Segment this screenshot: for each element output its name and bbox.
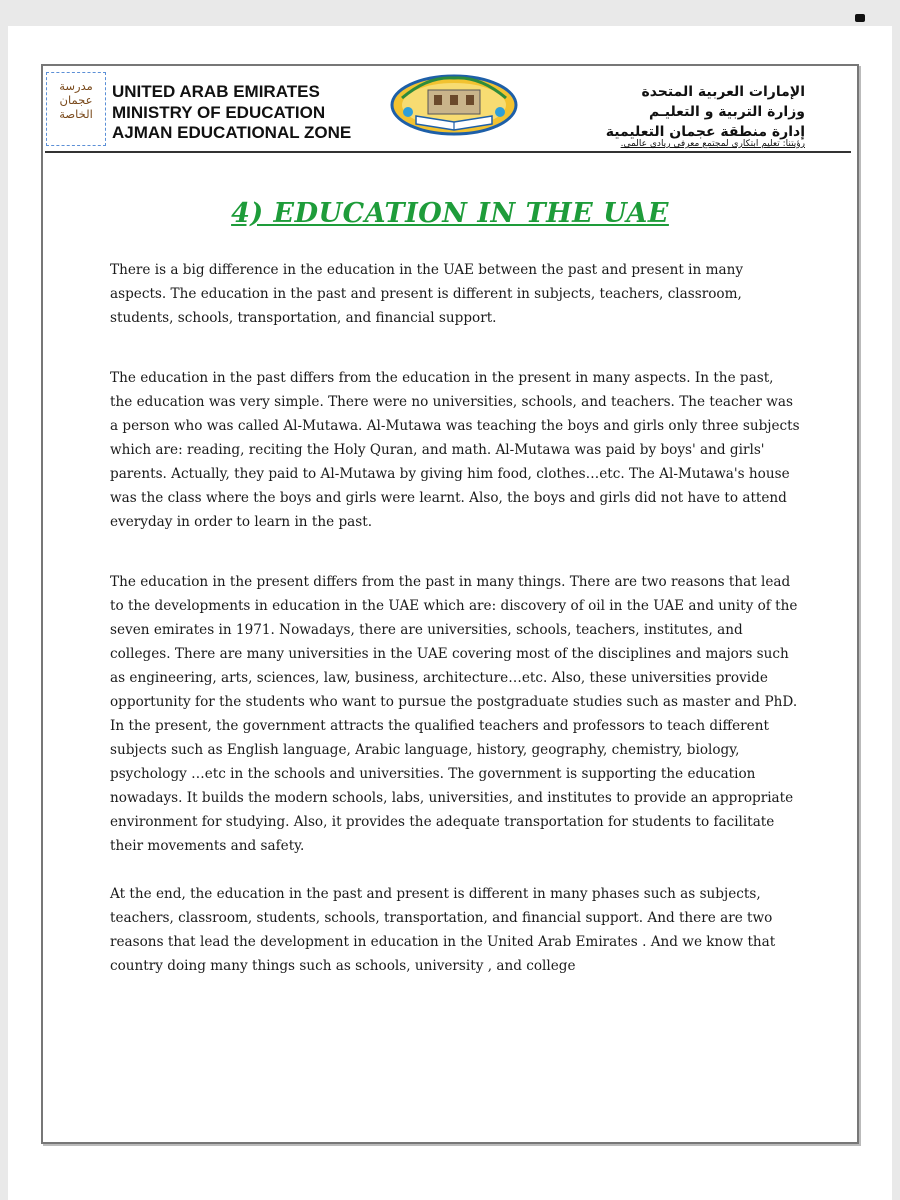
paragraph: The education in the past differs from the education in the present in many aspects. In the past, the education was very simple. There were no universities, schools, and teachers. The teacher was a person who was called Al-Mutawa. Al-Mutawa was teaching the boys and girls only three subjects which are: reading, reciting the Holy Quran, and math. Al-Mutawa was paid by boys' and girls' parents. Actually, they paid to Al-Mutawa by giving him food, clothes…etc. The Al-Mutawa's house was the class where the boys and girls were learnt. Also, the boys and girls did not have to attend everyday in order to learn in the past. — [110, 370, 800, 530]
ministry-emblem-icon — [388, 74, 520, 136]
header-divider — [45, 151, 851, 153]
arabic-header — [606, 82, 805, 142]
paragraph: The education in the present differs from the past in many things. There are two reasons that lead to the developments in education in the UAE which are: discovery of oil in the UAE and unity of the seven emirates in 1971. Nowadays, there are universities, schools, teachers, institutes, and colleges. There are many universities in the UAE covering most of the disciplines and majors such as engineering, arts, sciences, law, business, architecture…etc. Also, these universities provide opportunity for the students who want to pursue the postgraduate studies such as master and PhD. In the present, the government attracts the qualified teachers and professors to teach different subjects such as English language, Arabic language, history, geography, chemistry, biology, psychology …etc in the schools and universities. The government is supporting the education nowadays. It builds the modern schools, labs, universities, and institutes to provide an appropriate environment for studying. Also, it provides the adequate transportation for students to facilitate their movements and safety. — [110, 574, 798, 854]
country-name: UNITED ARAB EMIRATES — [112, 82, 320, 101]
school-name-line: عجمان — [59, 93, 93, 107]
corner-mark — [855, 14, 865, 22]
vision-statement: رؤيتنا: تعليم ابتكاري لمجتمع معرفي ريادي عالمي. — [620, 139, 805, 149]
zone-name: AJMAN EDUCATIONAL ZONE — [112, 123, 352, 142]
paragraph: There is a big difference in the education in the UAE between the past and present in many aspects. The education in the past and present is different in subjects, teachers, classroom, students, schools, transportation, and financial support. — [110, 262, 744, 326]
country-name-arabic: الإمارات العربية المتحدة — [641, 84, 805, 100]
ministry-name: MINISTRY OF EDUCATION — [112, 102, 326, 122]
school-name-line: الخاصة — [59, 107, 93, 121]
school-name-line: مدرسة — [59, 79, 93, 93]
zone-name-arabic: إدارة منطقة عجمان التعليمية — [605, 124, 805, 140]
document-title: 4) EDUCATION IN THE UAE — [231, 198, 669, 229]
school-name-box — [46, 72, 106, 146]
english-header — [112, 82, 351, 144]
ministry-name-arabic: وزارة التربية و التعليـم — [648, 104, 805, 120]
document-body — [110, 258, 800, 1002]
paragraph: At the end, the education in the past and present is different in many phases such as subjects, teachers, classroom, students, schools, transportation, and financial support. And there are two reasons that lead the development in education in the United Arab Emirates . And we know that country doing many things such as schools, university , and college — [110, 886, 776, 974]
